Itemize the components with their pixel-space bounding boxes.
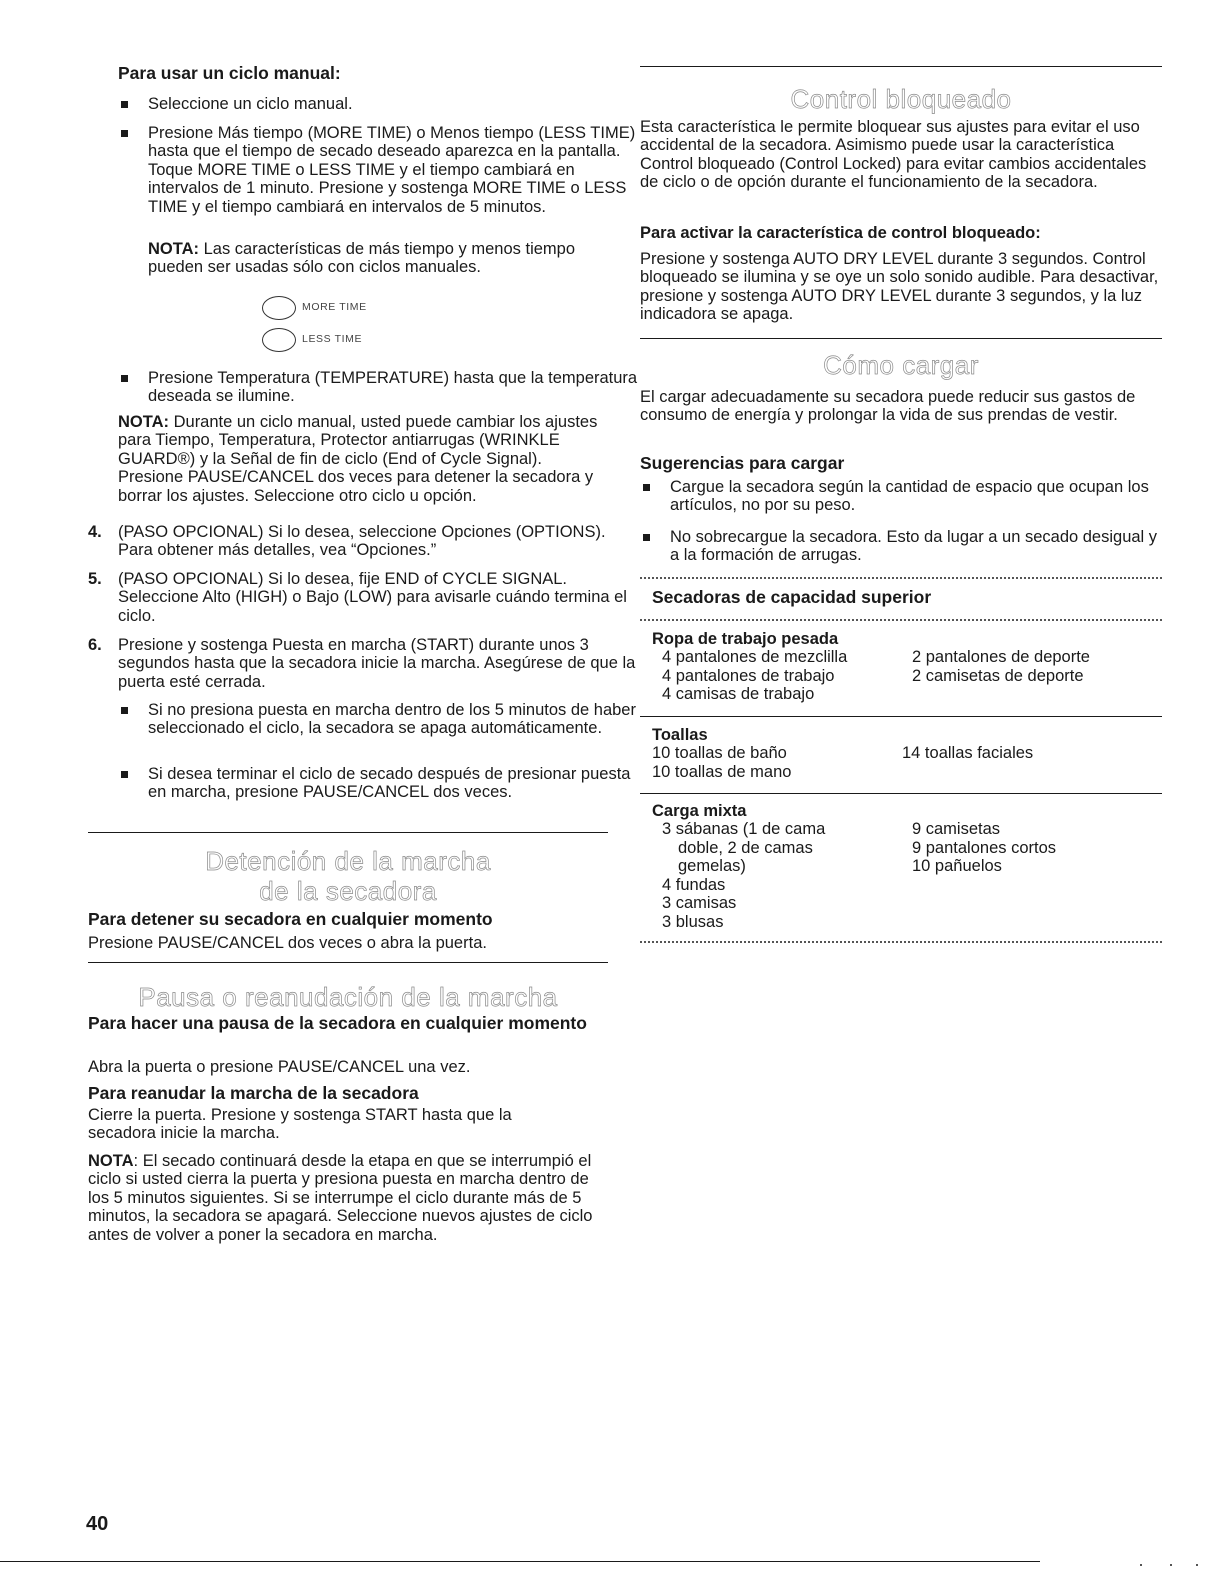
group-col2: [912, 820, 1152, 931]
more-time-oval-icon: [262, 296, 296, 320]
table-title-rule: [640, 619, 1162, 621]
less-time-label: LESS TIME: [302, 333, 363, 346]
tip-by-space: Cargue la secadora según la cantidad de espacio que ocupan los artículos, no por su peso.: [640, 478, 1150, 515]
more-time-button: [262, 296, 367, 320]
stop-section-title: Detención de la marcha: [205, 846, 491, 876]
group-col2: [912, 648, 1152, 703]
group-name: Carga mixta: [652, 802, 747, 820]
lock-heading: Para activar la característica de control bloqueado:: [640, 224, 1041, 242]
group-item: 3 camisas: [662, 894, 737, 913]
step-text: (PASO OPCIONAL) Si lo desea, fije END of CYCLE SIGNAL. Seleccione Alto (HIGH) o Bajo (LOW) para avisarle cuándo termina el ciclo.: [118, 570, 627, 625]
group-item: 3 sábanas (1 de cama: [662, 820, 826, 839]
group-name: Toallas: [652, 726, 708, 744]
bullet-cancel-twice: Si desea terminar el ciclo de secado después de presionar puesta en marcha, presione PAUSE/CANCEL dos veces.: [118, 765, 638, 802]
section-divider: [640, 66, 1162, 67]
section-divider: [88, 962, 608, 963]
step-4: [88, 523, 638, 560]
table-top-rule: [640, 577, 1162, 579]
step-5: [88, 570, 638, 625]
page-number: 40: [86, 1513, 109, 1535]
pause-text: Abra la puerta o presione PAUSE/CANCEL una vez.: [88, 1058, 471, 1076]
resume-heading: Para reanudar la marcha de la secadora: [88, 1083, 419, 1103]
note-text: Durante un ciclo manual, usted puede cambiar los ajustes para Tiempo, Temperatura, Protector antiarrugas (WRINKLE GUARD®) y la Señal de fin de ciclo (End of Cycle Signal). Presione PAUSE/CANCEL dos veces para detener la secadora y borrar los ajustes. Seleccione otro ciclo u opción.: [118, 413, 598, 505]
group-name: Ropa de trabajo pesada: [652, 630, 839, 648]
scan-mark: [1196, 1564, 1198, 1566]
step-text: (PASO OPCIONAL) Si lo desea, seleccione Opciones (OPTIONS). Para obtener más detalles, vea “Opciones.”: [118, 523, 606, 560]
note-label: NOTA:: [118, 413, 170, 431]
lock-text: Esta característica le permite bloquear sus ajustes para evitar el uso accidental de la secadora. Asimismo puede usar la característica Control bloqueado (Control Locked) para evitar cambios accidentales de ciclo o de opción durante el funcionamiento de la secadora.: [640, 118, 1147, 192]
group-item: 10 toallas de mano: [652, 762, 792, 781]
step-6: [88, 636, 638, 691]
group-col1: [652, 820, 912, 931]
group-item: 9 pantalones cortos: [912, 838, 1057, 857]
section-divider: [88, 832, 608, 833]
load-section-title: Cómo cargar: [823, 350, 979, 380]
group-item: 10 pañuelos: [912, 857, 1002, 876]
note-label: NOTA:: [148, 240, 200, 258]
lock-steps: Presione y sostenga AUTO DRY LEVEL durante 3 segundos. Control bloqueado se ilumina y se oye un solo sonido audible. Para desactivar, presione y sostenga AUTO DRY LEVEL durante 3 segundos, y la luz indicadora se apaga.: [640, 250, 1159, 324]
stop-section-title-line2: de la secadora: [259, 876, 437, 906]
group-item: 4 pantalones de trabajo: [662, 666, 835, 685]
load-group-heavy-work: [652, 630, 1152, 704]
group-item: 4 camisas de trabajo: [662, 685, 815, 704]
manual-cycle-heading: Para usar un ciclo manual:: [118, 63, 341, 83]
group-col2: [902, 744, 1152, 781]
group-item: gemelas): [678, 857, 746, 876]
note-text: : El secado continuará desde la etapa en que se interrumpió el ciclo si usted cierra la puerta y presiona puesta en marcha dentro de los 5 minutos siguientes. Si se interrumpe el ciclo durante más de 5 minutos, la secadora se apagará. Seleccione nuevos ajustes de ciclo antes de volver a poner la secadora en marcha.: [88, 1152, 593, 1244]
bullet-auto-off: Si no presiona puesta en marcha dentro de los 5 minutos de haber seleccionado el ciclo, la secadora se apaga automáticamente.: [118, 701, 638, 738]
note-resume: [88, 1152, 608, 1244]
group-items: [652, 820, 1152, 931]
bullet-select-cycle: Seleccione un ciclo manual.: [118, 95, 638, 113]
pause-section-title: Pausa o reanudación de la marcha: [138, 982, 558, 1012]
note-text: Las características de más tiempo y menos tiempo pueden ser usadas sólo con ciclos manuales.: [148, 240, 576, 277]
group-col1: [652, 648, 912, 703]
resume-text: Cierre la puerta. Presione y sostenga START hasta que la secadora inicie la marcha.: [88, 1106, 512, 1143]
group-items: [652, 648, 1152, 703]
more-time-label: MORE TIME: [302, 301, 367, 314]
group-divider: [640, 716, 1162, 717]
group-item: 4 fundas: [662, 875, 726, 894]
section-divider: [640, 338, 1162, 339]
note-manual-cycle: [118, 413, 608, 505]
step-number: 6.: [88, 636, 102, 654]
stop-heading: Para detener su secadora en cualquier momento: [88, 909, 493, 929]
step-number: 4.: [88, 523, 102, 541]
group-item: 2 camisetas de deporte: [912, 666, 1084, 685]
lock-section-title: Control bloqueado: [790, 84, 1012, 114]
less-time-oval-icon: [262, 328, 296, 352]
note-more-less-time: [148, 240, 608, 277]
group-item: 4 pantalones de mezclilla: [662, 648, 848, 667]
step-text: Presione y sostenga Puesta en marcha (START) durante unos 3 segundos hasta que la secadora inicie la marcha. Asegúrese de que la puerta esté cerrada.: [118, 636, 636, 691]
group-col1: [652, 744, 902, 781]
tips-heading: Sugerencias para cargar: [640, 453, 845, 473]
scan-mark: [1170, 1564, 1172, 1566]
stop-text: Presione PAUSE/CANCEL dos veces o abra la puerta.: [88, 934, 487, 952]
table-bottom-rule: [640, 941, 1162, 943]
step-number: 5.: [88, 570, 102, 588]
load-group-mixed: [652, 802, 1152, 931]
load-text: El cargar adecuadamente su secadora puede reducir sus gastos de consumo de energía y prolongar la vida de sus prendas de vestir.: [640, 388, 1136, 425]
table-title: Secadoras de capacidad superior: [652, 587, 932, 607]
bullet-temperature: Presione Temperatura (TEMPERATURE) hasta que la temperatura deseada se ilumine.: [118, 369, 638, 406]
scan-mark: [1140, 1564, 1142, 1566]
load-group-towels: [652, 726, 1152, 781]
group-item: 2 pantalones de deporte: [912, 648, 1090, 667]
group-item: 3 blusas: [662, 912, 724, 931]
bottom-rule: [0, 1561, 1040, 1562]
group-divider: [640, 793, 1162, 794]
tip-no-overload: No sobrecargue la secadora. Esto da lugar a un secado desigual y a la formación de arrugas.: [640, 528, 1160, 565]
group-items: [652, 744, 1152, 781]
group-item: 9 camisetas: [912, 820, 1001, 839]
note-label: NOTA: [88, 1152, 134, 1170]
group-item: doble, 2 de camas: [678, 838, 813, 857]
less-time-button: [262, 328, 362, 352]
bullet-more-less-time: Presione Más tiempo (MORE TIME) o Menos tiempo (LESS TIME) hasta que el tiempo de secado deseado aparezca en la pantalla. Toque MORE TIME o LESS TIME y el tiempo cambiará en intervalos de 1 minuto. Presione y sostenga MORE TIME o LESS TIME y el tiempo cambiará en intervalos de 5 minutos.: [118, 124, 638, 216]
group-item: 14 toallas faciales: [902, 744, 1034, 763]
group-item: 10 toallas de baño: [652, 744, 787, 763]
pause-heading: Para hacer una pausa de la secadora en cualquier momento: [88, 1013, 587, 1033]
